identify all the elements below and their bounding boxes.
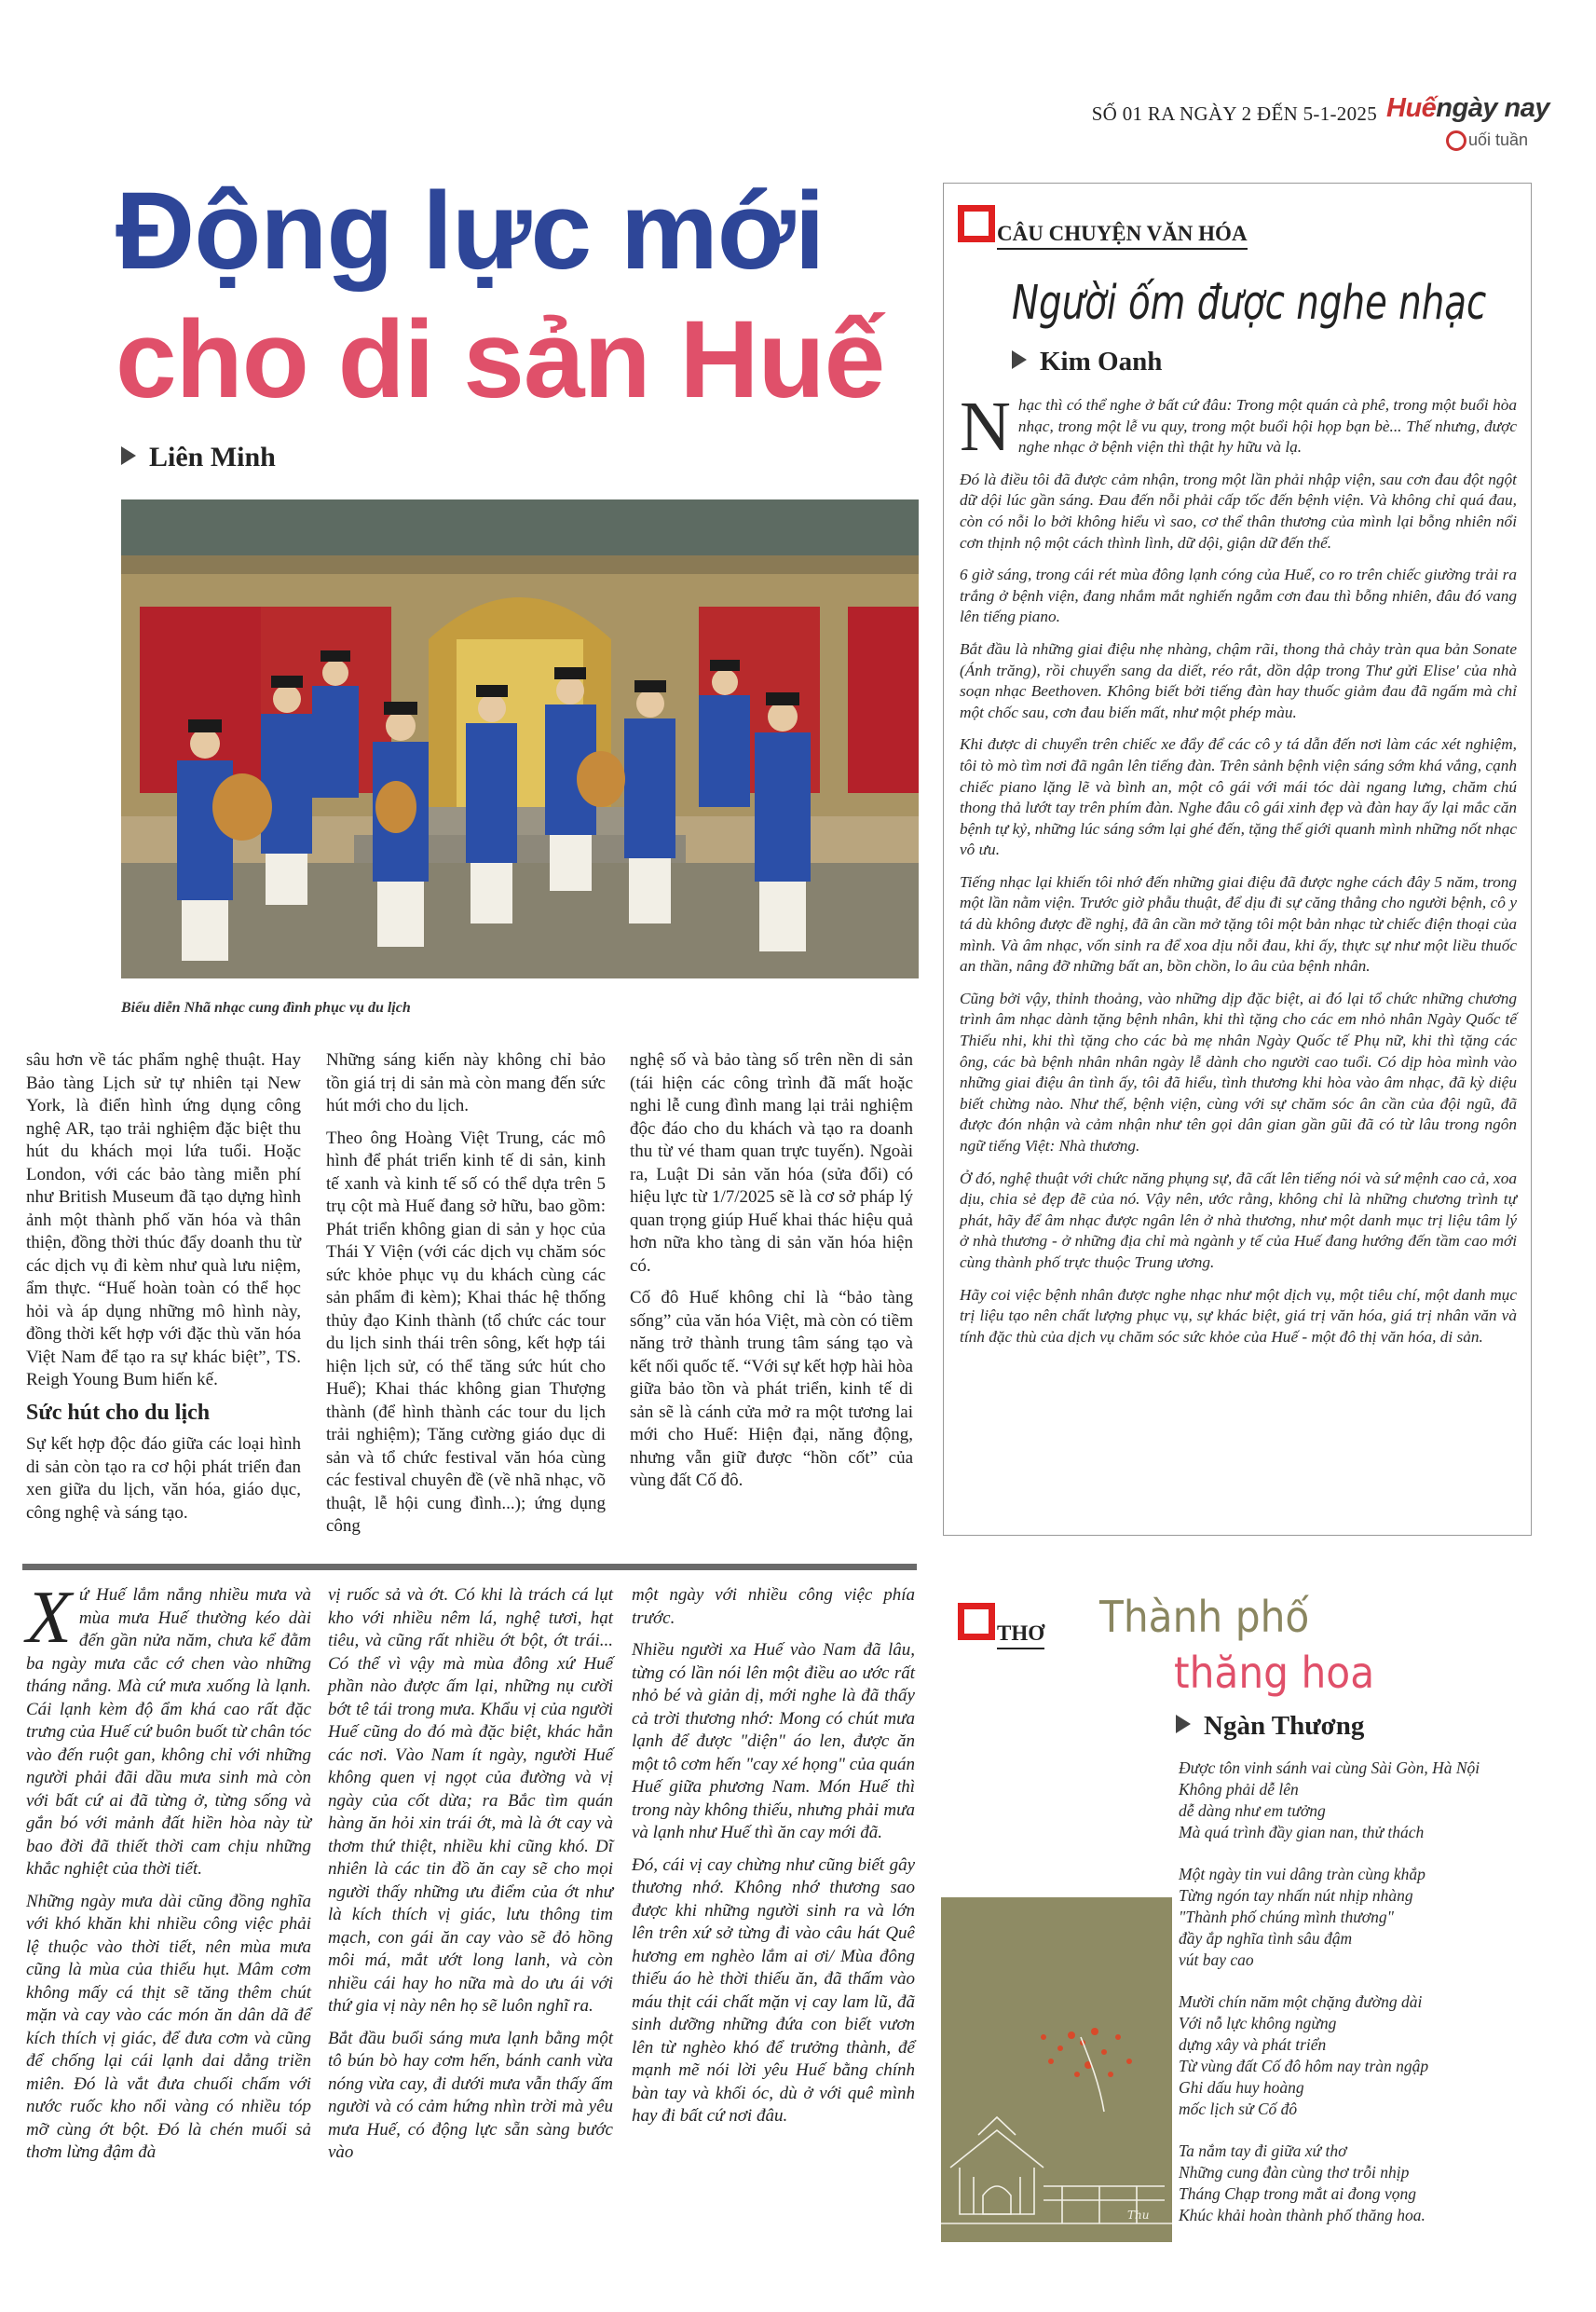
poem-line: Tháng Chạp trong mắt ai đong vọng bbox=[1179, 2184, 1417, 2203]
poem-line: Ta nắm tay đi giữa xứ thơ bbox=[1179, 2141, 1347, 2160]
story-paragraph: Cũng bởi vậy, thỉnh thoảng, vào những dịp đặc biệt, ai đó lại tổ chức những chương trình âm nhạc dành tặng bệnh nhân, khi thì tặng cho các em nhỏ nhân Ngày Quốc tế Thiếu nhi, khi thì tặng cho các bà mẹ nhân Ngày Quốc tế Phụ nữ, khi thì tặng các ông, các bà bệnh nhân nhân ngày lễ dành cho người cao tuổi. Có dịp hòa mình vào những giai điệu ân tình ấy, tôi đã hiểu, tình thương khi hòa vào âm nhạc, đã kỳ diệu biết chừng nào. Như thế, bệnh viện, cùng với sự chăm sóc ân cần của đội ngũ, đã được đón nhận và cảm nhận như tên gọi dân gian gần gũi đã có từ lâu trong ngôn ngữ tiếng Việt: Nhà thương. bbox=[960, 989, 1517, 1155]
poem-line: Một ngày tin vui dâng tràn cùng khắp bbox=[1179, 1865, 1425, 1883]
poem-stanza-4 bbox=[1179, 2141, 1551, 2226]
poem-section-label: THƠ bbox=[997, 1621, 1044, 1649]
section-label: CÂU CHUYỆN VĂN HÓA bbox=[997, 222, 1248, 250]
essay-paragraph: Nhiều người xa Huế vào Nam đã lâu, từng có lần nói lên một điều ao ước rất nhỏ bé và giản dị, mới nghe là đã thấy cả trời thương nhớ: Mong có chút mưa lạnh để được "diện" áo len, được ăn một tô cơm hến "cay xé họng" của quán Huế giữa phương Nam. Món Huế thì trong này không thiếu, nhưng phải mưa và lạnh như Huế thì ăn cay mới đã. bbox=[632, 1640, 915, 1842]
article-column-2 bbox=[326, 1049, 606, 1548]
essay-paragraph: Bắt đầu buổi sáng mưa lạnh bằng một tô bún bò hay cơm hến, bánh canh vừa nóng vừa cay, đi dưới mưa vẫn thấy ấm người và có cảm hứng nhìn trời mà yêu mưa Huế, có động lực sẵn sàng bước vào bbox=[328, 2028, 613, 2162]
poem-line: Với nỗ lực không ngừng bbox=[1179, 2014, 1337, 2032]
issue-info: SỐ 01 RA NGÀY 2 ĐẾN 5-1-2025 bbox=[1091, 103, 1377, 125]
poem-line: vút bay cao bbox=[1179, 1950, 1254, 1969]
story-paragraph: hạc thì có thể nghe ở bất cứ đâu: Trong một quán cà phê, trong một buổi hòa nhạc, trong một lễ vu quy, trong một buổi hội họp bạn bè... Thế nhưng, được nghe nhạc ở bệnh viện thì thật hy hữu và lạ. bbox=[1017, 396, 1517, 457]
poem-author: Ngàn Thương bbox=[1204, 1711, 1365, 1741]
article-paragraph: Sự kết hợp độc đáo giữa các loại hình di sản còn tạo ra cơ hội phát triển đan xen giữa du lịch, văn hóa, giáo dục, công nghệ và sáng tạo. bbox=[26, 1434, 301, 1523]
poem-stanza-3 bbox=[1179, 1991, 1551, 2120]
poem-line: mốc lịch sử Cố đô bbox=[1179, 2100, 1298, 2118]
essay-column-2 bbox=[328, 1584, 613, 2174]
story-paragraph: Khi được di chuyển trên chiếc xe đẩy để các cô y tá dẫn đến nơi làm các xét nghiệm, tôi tò mò tìm nơi đã ngân lên tiếng đàn. Trên sảnh bệnh viện sáng sớm khá vắng, cạnh chiếc piano lặng lẽ và bình an, một cô gái với mái tóc dài ngang lưng, chăm chú thong thả lướt tay trên phím đàn. Nghe đâu cô gái xinh đẹp và đàn hay ấy lại mắc căn bệnh tự kỷ, những lúc sáng sớm lại ghé đến, tặng thế giới quanh mình những nốt nhạc vô ưu. bbox=[960, 735, 1517, 859]
story-paragraph: Đó là điều tôi đã được cảm nhận, trong một lần phải nhập viện, sau cơn đau đột ngột dữ dội lúc gần sáng. Đau đến nỗi phải cấp tốc đến bệnh viện. Và không chỉ quá đau, còn có nỗi lo bởi không hiểu vì sao, cơ thể thân thương của mình lại bỗng nhiên nổi cơn thịnh nộ một cách thình lình, dữ dội, giận dữ đến thế. bbox=[960, 470, 1517, 552]
story-title: Người ốm được nghe nhạc bbox=[1012, 276, 1487, 331]
poem-line: Mười chín năm một chặng đường dài bbox=[1179, 1992, 1423, 2011]
section-marker-icon bbox=[958, 205, 995, 242]
poem-line: Không phải dễ lên bbox=[1179, 1780, 1299, 1799]
story-paragraph: Hãy coi việc bệnh nhân được nghe nhạc như một dịch vụ, một tiêu chí, một danh mục trị liệu tạo nên chất lượng phục vụ, sự khác biệt, giá trị văn hóa, giá trị nhân văn và tính đặc thù của dịch vụ chăm sóc sức khỏe của Huế - một đô thị văn hóa, di sản. bbox=[960, 1285, 1517, 1346]
article-author: Liên Minh bbox=[149, 442, 276, 472]
performance-photo bbox=[121, 499, 919, 978]
poem-section-marker-icon bbox=[958, 1603, 995, 1640]
section-divider bbox=[22, 1564, 917, 1570]
essay-paragraph: ứ Huế lắm nắng nhiều mưa và mùa mưa Huế thường kéo dài đến gần nửa năm, chưa kể đằm ba ngày mưa cắc cớ chen vào những tháng nắng. Mà cứ mưa xuống là lạnh. Cái lạnh kèm độ ẩm khá cao rất đặc trưng của Huế cứ buôn buốt từ chân tóc vào đến ruột gan, không chỉ với những người phải đãi dầu mưa sinh mà còn với bất cứ ai đã từng ở, từng sống và gắn bó với mảnh đất hiền hòa này từ bao đời đã thiết thời cam chịu những khắc nghiệt của thời tiết. bbox=[26, 1585, 311, 1879]
poem-body bbox=[1179, 1758, 1551, 2247]
article-column-1 bbox=[26, 1049, 301, 1534]
essay-dropcap: X bbox=[26, 1577, 72, 1659]
photo-caption: Biểu diễn Nhã nhạc cung đình phục vụ du lịch bbox=[121, 1000, 411, 1016]
story-paragraph: Ở đó, nghệ thuật với chức năng phụng sự, đã cất lên tiếng nói và sứ mệnh cao cả, xoa dịu, chia sẻ đẹp đẽ của nó. Vậy nên, ước rằng, không chỉ là những chương trình tự phát, hãy để âm nhạc được ngân lên ở nhà thương, như một danh mục trị liệu tâm lý ở nhà thương - ở những địa chỉ mà ngành y tế của Huế đang hướng đến tầm cao mới cùng thành phố trực thuộc Trung ương. bbox=[960, 1169, 1517, 1271]
story-paragraph: Bắt đầu là những giai điệu nhẹ nhàng, chậm rãi, thong thả chảy tràn qua bản Sonate (Ánh trăng), rồi chuyển sang da diết, réo rắt, dồn dập trong Thư gửi Elise' của nhà soạn nhạc Beethoven. Không biết bởi tiếng đàn hay thuốc giảm đau đã ngấm mà chỉ một chốc sau, cơn đau biến mất, như một phép màu. bbox=[960, 639, 1517, 721]
essay-paragraph: vị ruốc sả và ớt. Có khi là trách cá lụt kho với nhiều nêm lá, nghệ tươi, hạt tiêu, và cũng rất nhiều ớt bột, ớt trái... Có thể vì vậy mà mùa đông xứ Huế phần nào được ấm lại, những nụ cười bớt tê tái trong mưa. Khẩu vị của người Huế cũng do đó mà đặc biệt, khác hẳn các nơi. Vào Nam ít ngày, người Huế không quen vị ngọt của đường và vị ngày của cốt dừa; ra Bắc tìm quán hàng ăn hỏi xin trái ớt, mà là ớt cay và thơm thứ thiệt, nhiều khi cũng khó. Dĩ nhiên là các tin đồ ăn cay sẽ cho mọi người thấy những ưu điểm của ớt như là kích thích vị giác, lưu thông tim mạch, con gái ăn cay vào sẽ đỏ hồng môi má, mắt ướt long lanh, và còn nhiều cái hay ho nữa mà do ưu ái với thứ gia vị này nên họ sẽ luôn nghĩ ra. bbox=[328, 1585, 613, 2016]
article-paragraph: nghệ số và bảo tàng số trên nền di sản (tái hiện các công trình đã mất hoặc nghi lễ cung đình mang lại trải nghiệm độc đáo cho du khách và tạo ra doanh thu từ vé tham quan trực tuyến). Ngoài ra, Luật Di sản văn hóa (sửa đổi) có hiệu lực từ 1/7/2025 sẽ là cơ sở pháp lý quan trọng giúp Huế khai thác hiệu quả hơn nữa kho tàng di sản văn hóa hiện có. bbox=[630, 1050, 913, 1276]
essay-paragraph: Đó, cái vị cay chừng như cũng biết gây thương nhớ. Không nhớ thương sao được khi những người sinh ra và lớn lên trên xứ sở từng đi vào câu hát Quê hương em nghèo lắm ai ơi/ Mùa đông thiếu áo hè thời thiếu ăn, đã thấm vào máu thịt cái chất mặn vị cay lam lũ, đã sinh dưỡng những đứa con biết vươn lên từ nghèo khó để trưởng thành, để mạnh mẽ nói lời yêu Huế bằng chính bàn tay và khối óc, dù ở với quê mình hay đi bất cứ nơi đâu. bbox=[632, 1854, 915, 2126]
article-title-line1: Động lực mới bbox=[116, 170, 825, 293]
article-column-3 bbox=[630, 1049, 913, 1502]
story-byline bbox=[1012, 347, 1162, 377]
article-title-line2: cho di sản Huế bbox=[116, 298, 885, 421]
poem-line: Khúc khải hoàn thành phố thăng hoa. bbox=[1179, 2206, 1425, 2224]
poem-byline bbox=[1176, 1711, 1364, 1742]
essay-column-1 bbox=[26, 1577, 311, 2174]
section-heading: Sức hút cho du lịch bbox=[26, 1400, 211, 1425]
article-paragraph: Theo ông Hoàng Việt Trung, các mô hình để phát triển kinh tế di sản, kinh tế xanh và kinh tế số có thể dựa trên 5 trụ cột mà Huế đang sở hữu, bao gồm: Phát triển không gian di sản y học của Thái Y Viện (với các dịch vụ chăm sóc sức khỏe phục vụ du khách cùng các sản phẩm đi kèm); Khai thác hệ thống thủy đạo Kinh thành (tổ chức các tour du lịch sinh thái trên sông, kết hợp tái hiện lịch sử, có thể tăng sức hút cho Huế); Khai thác không gian Thượng thành (để hình thành các tour du lịch trải nghiệm); Tăng cường giáo dục di sản và tổ chức festival văn hóa cùng các festival chuyên đề (về nhã nhạc, võ thuật, lễ hội cung đình...); ứng dụng công bbox=[326, 1128, 606, 1536]
play-triangle-icon bbox=[121, 446, 136, 465]
article-byline bbox=[121, 442, 276, 473]
article-paragraph: sâu hơn về tác phẩm nghệ thuật. Hay Bảo tàng Lịch sử tự nhiên tại New York, là điển hình ứng dụng công nghệ AR, tạo trải nghiệm đặc biệt thu hút du khách mọi lứa tuổi. Hoặc London, với các bảo tàng miễn phí như British Museum đã tạo dựng hình ảnh một thành phố văn hóa và thân thiện, đồng thời thúc đẩy doanh thu từ các dịch vụ đi kèm như quà lưu niệm, ẩm thực. “Huế hoàn toàn có thể học hỏi và áp dụng những mô hình này, đồng thời kết hợp với đặc thù văn hóa Việt Nam để tạo ra sự khác biệt”, TS. Reigh Young Bum hiến kế. bbox=[26, 1050, 301, 1389]
art-signature: Thu bbox=[1127, 2209, 1150, 2222]
play-triangle-icon bbox=[1012, 350, 1027, 369]
article-paragraph: Những sáng kiến này không chỉ bảo tồn giá trị di sản mà còn mang đến sức hút mới cho du lịch. bbox=[326, 1050, 606, 1115]
poem-title-line1: Thành phố bbox=[1099, 1592, 1310, 1642]
logo-sub-text: uối tuần bbox=[1468, 130, 1529, 149]
story-paragraph: Tiếng nhạc lại khiến tôi nhớ đến những giai điệu đã được nghe cách đây 5 năm, trong một lần nằm viện. Trước giờ phẫu thuật, để dịu đi sự căng thẳng cho người bệnh, cô y tá dù không được đề nghị, đã ân cần mở tặng tôi một bản nhạc từ chiếc điện thoại của mình. Và âm nhạc, vốn sinh ra để xoa dịu nỗi đau, khi ấy, thực sự như một liều thuốc an thần, nâng đỡ những bất an, bồn chồn, lo âu của bệnh nhân. bbox=[960, 872, 1517, 976]
story-body bbox=[960, 388, 1517, 1359]
essay-paragraph: một ngày với nhiều công việc phía trước. bbox=[632, 1585, 915, 1628]
poem-line: Được tôn vinh sánh vai cùng Sài Gòn, Hà Nội bbox=[1179, 1758, 1480, 1777]
poem-line: dễ dàng như em tưởng bbox=[1179, 1801, 1326, 1820]
poem-line: "Thành phố chúng mình thương" bbox=[1179, 1908, 1394, 1926]
poem-line: dựng xây và phát triển bbox=[1179, 2035, 1327, 2054]
essay-column-3 bbox=[632, 1584, 915, 2138]
photo-illustration bbox=[121, 499, 919, 978]
poem-line: Từng ngón tay nhấn nút nhịp nhàng bbox=[1179, 1886, 1413, 1905]
story-author: Kim Oanh bbox=[1040, 347, 1163, 376]
play-triangle-icon bbox=[1176, 1715, 1191, 1733]
logo-hue: Huế bbox=[1386, 93, 1437, 123]
poem-stanza-1 bbox=[1179, 1758, 1551, 1843]
poem-line: Những cung đàn cùng thơ trỗi nhịp bbox=[1179, 2163, 1410, 2182]
logo-rest: ngày nay bbox=[1436, 93, 1550, 123]
poem-illustration bbox=[941, 1897, 1172, 2242]
newspaper-logo bbox=[1386, 93, 1563, 158]
poem-line: Từ vùng đất Cố đô hôm nay tràn ngập bbox=[1179, 2057, 1429, 2075]
poem-title-line2: thăng hoa bbox=[1174, 1648, 1375, 1698]
poem-stanza-2 bbox=[1179, 1864, 1551, 1971]
story-paragraph: 6 giờ sáng, trong cái rét mùa đông lạnh cóng của Huế, co ro trên chiếc giường trải ra trắng ở bệnh viện, đang nhắm mắt nghiến ngẫm cơn đau thì bỗng nhiên, đâu đó vang lên tiếng piano. bbox=[960, 566, 1517, 626]
logo-c-icon bbox=[1446, 130, 1466, 151]
essay-paragraph: Những ngày mưa dài cũng đồng nghĩa với khó khăn khi nhiều công việc phải lệ thuộc vào thời tiết, nên mùa mưa cũng là mùa của thiếu hụt. Mâm cơm không mấy cá thịt sẽ tăng thêm chút mặn và cay vào các món ăn dân dã để kích thích vị giác, để đưa cơm và cũng để chống lại cái lạnh dai dẳng triền miên. Đó là vắt đưa chuối chấm với nước ruốc kho nổi vàng có nhiều tóp mỡ cùng ớt bột. Đó là chén muối sả thơm lừng đậm đà bbox=[26, 1891, 311, 2162]
poem-line: Mà quá trình đầy gian nan, thử thách bbox=[1179, 1823, 1425, 1841]
citadel-sketch bbox=[941, 1897, 1172, 2242]
article-paragraph: Cố đô Huế không chỉ là “bảo tàng sống” của văn hóa Việt, mà còn có tiềm năng trở thành trung tâm sáng tạo và kết nối quốc tế. “Với sự kết hợp hài hòa giữa bảo tồn và phát triển, kinh tế di sản sẽ là cánh cửa mở ra một tương lai mới cho Huế: Hiện đại, năng động, nhưng vẫn giữ được “hồn cốt” của vùng đất Cố đô. bbox=[630, 1288, 913, 1490]
poem-line: đầy ắp nghĩa tình sâu đậm bbox=[1179, 1929, 1353, 1948]
story-dropcap: N bbox=[960, 388, 1011, 466]
poem-line: Ghi dấu huy hoàng bbox=[1179, 2078, 1304, 2097]
